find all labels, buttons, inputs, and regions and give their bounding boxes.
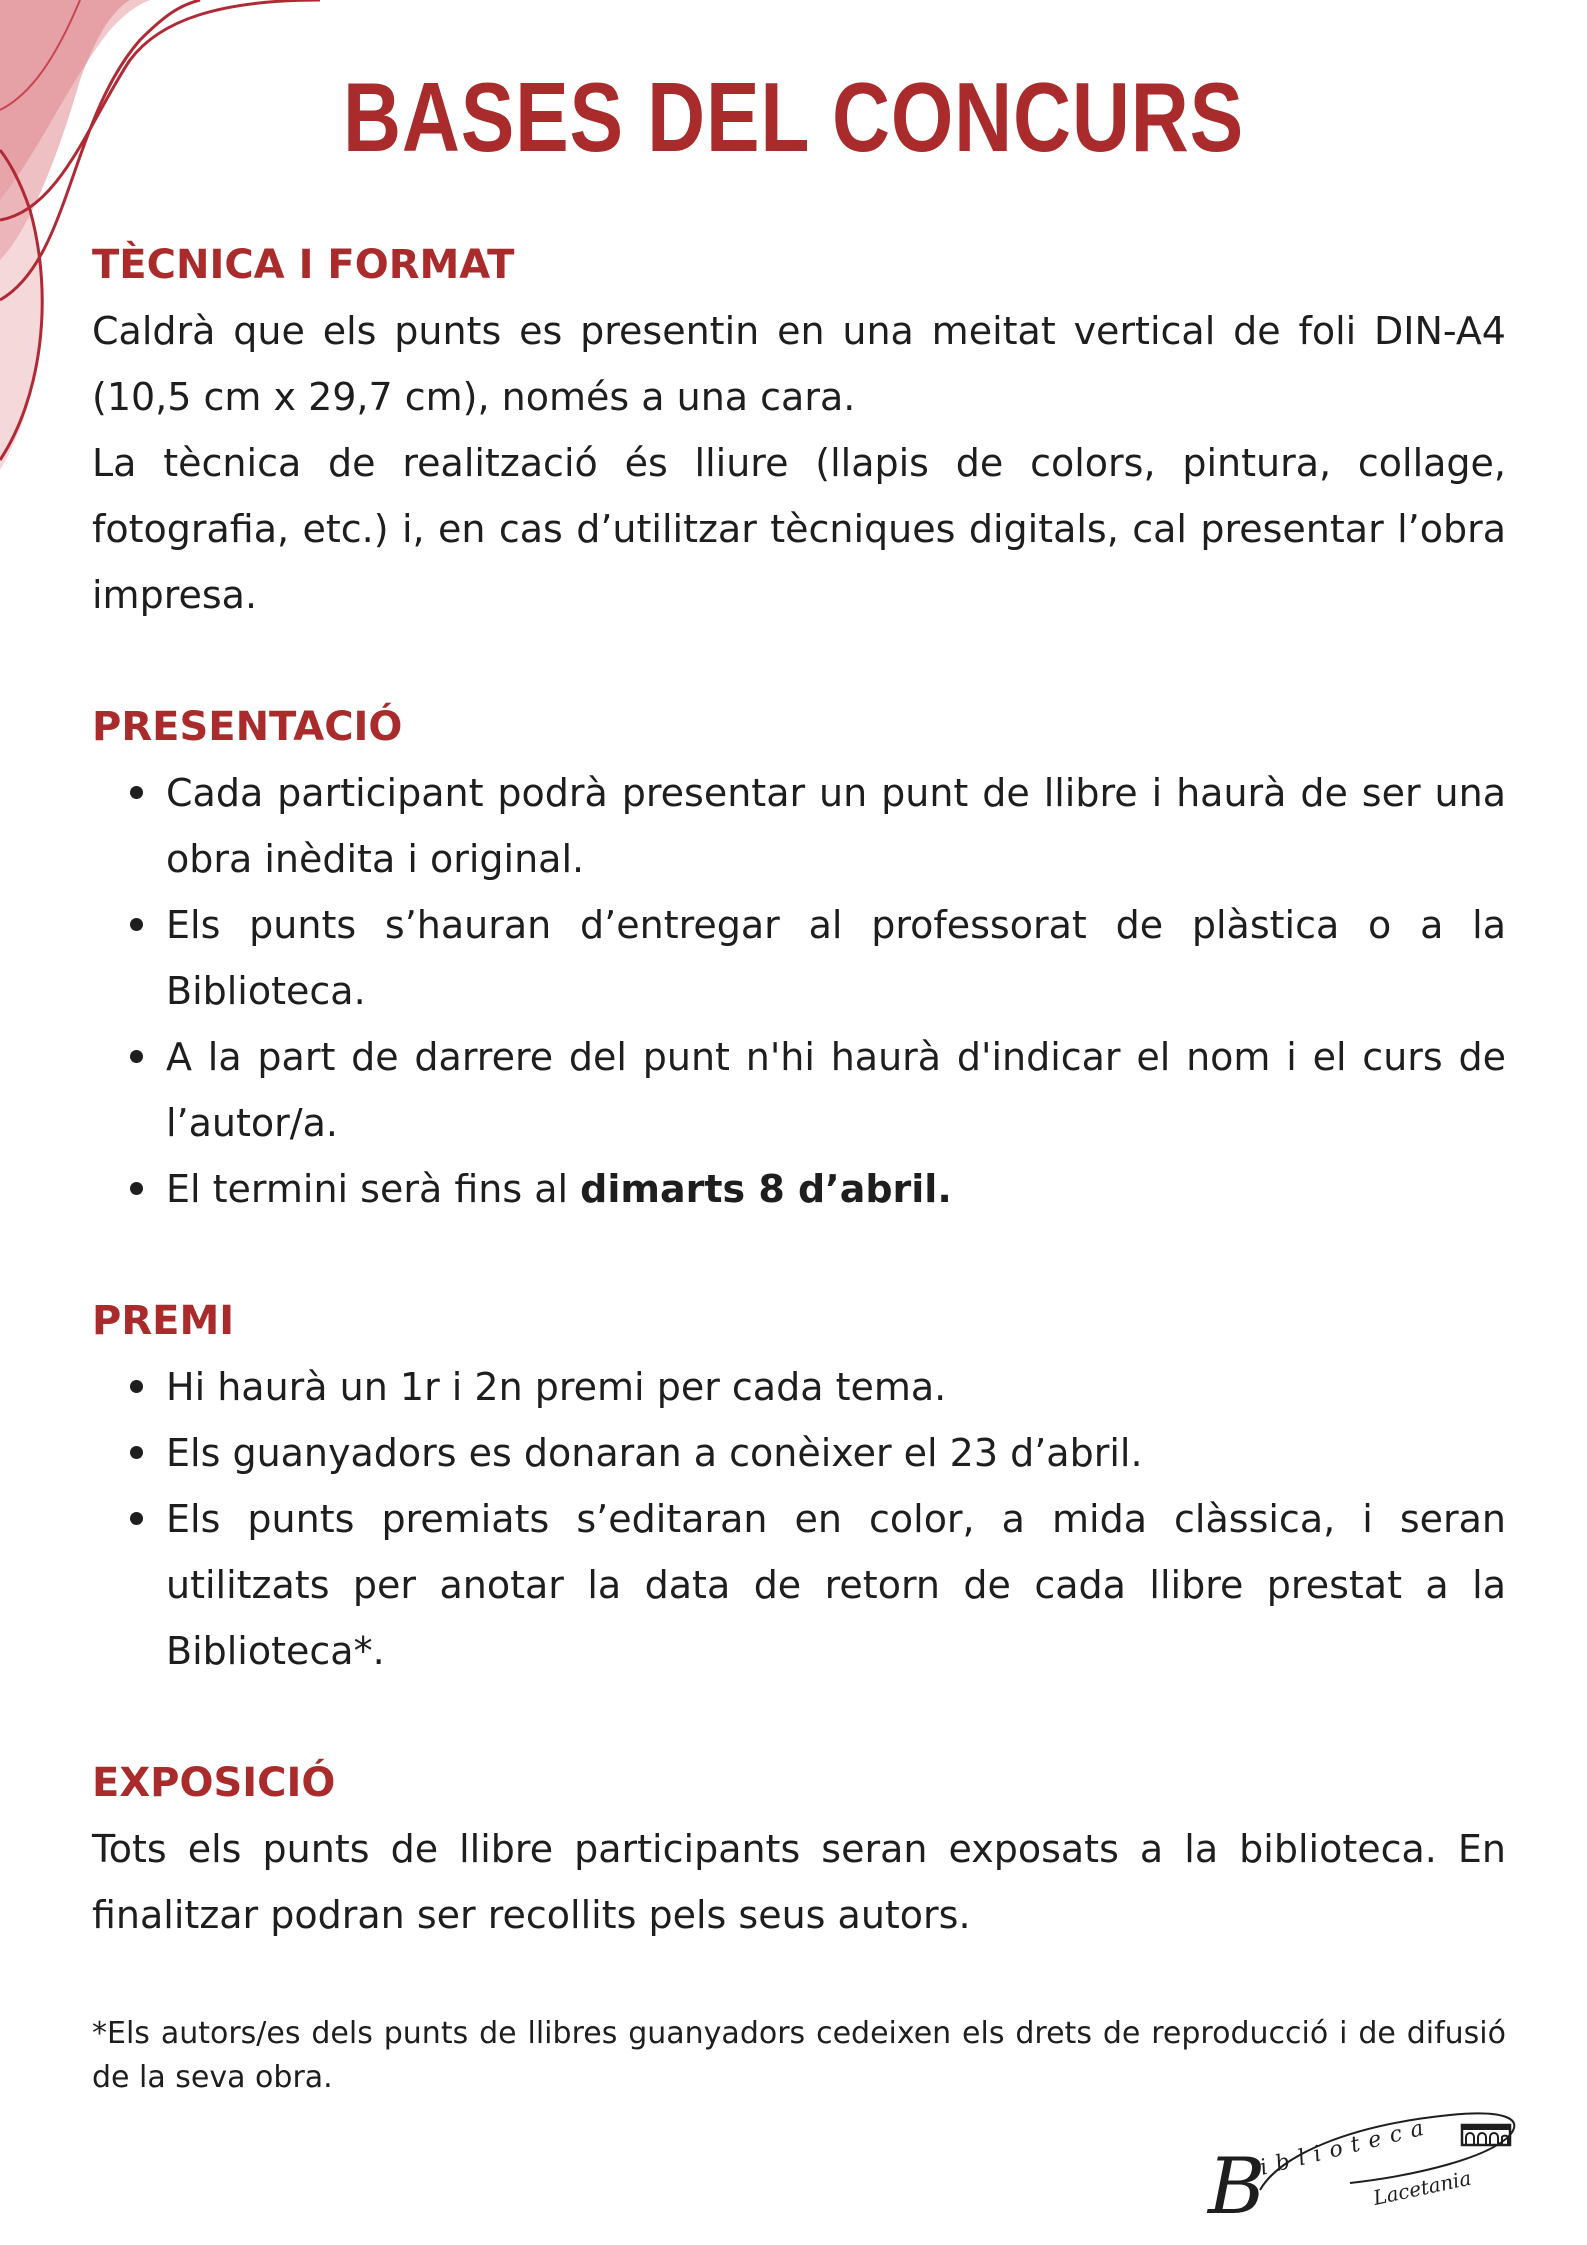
section-heading: TÈCNICA I FORMAT	[92, 242, 515, 288]
list-item: Els guanyadors es donaran a conèixer el 23 d’abril.	[92, 1420, 1506, 1486]
list-item: Hi haurà un 1r i 2n premi per cada tema.	[92, 1354, 1506, 1420]
list-item: Cada participant podrà presentar un punt de llibre i haurà de ser una obra inèdita i original.	[92, 760, 1506, 892]
paragraph: La tècnica de realització és lliure (llapis de colors, pintura, collage, fotografia, etc.) i, en cas d’utilitzar tècniques digitals, cal presentar l’obra impresa.	[92, 441, 1506, 617]
biblioteca-logo	[1200, 2095, 1530, 2220]
list-item: A la part de darrere del punt n'hi haurà d'indicar el nom i el curs de l’autor/a.	[92, 1024, 1506, 1156]
paragraph: Tots els punts de llibre participants seran exposats a la biblioteca. En finalitzar podran ser recollits pels seus autors.	[92, 1827, 1506, 1937]
logo-sub-text: Lacetania	[1371, 2165, 1474, 2210]
footnote: *Els autors/es dels punts de llibres guanyadors cedeixen els drets de reproducció i de difusió de la seva obra.	[92, 2016, 1506, 2095]
rules-content	[92, 232, 1506, 2130]
section-premi	[92, 1288, 1506, 1684]
deadline-date: dimarts 8 d’abril.	[580, 1167, 952, 1211]
list-item-deadline	[92, 1156, 1506, 1222]
section-presentacio	[92, 694, 1506, 1222]
section-heading: PREMI	[92, 1298, 235, 1344]
bullet-list	[92, 760, 1506, 1222]
section-heading: EXPOSICIÓ	[92, 1760, 336, 1806]
aqueduct-icon	[1462, 2125, 1510, 2145]
bullet-list	[92, 1354, 1506, 1684]
section-tecnica	[92, 232, 1506, 628]
list-item: Els punts s’hauran d’entregar al professorat de plàstica o a la Biblioteca.	[92, 892, 1506, 1024]
section-exposicio	[92, 1750, 1506, 1948]
logo-initial: B	[1208, 2142, 1266, 2220]
list-item: Els punts premiats s’editaran en color, a mida clàssica, i seran utilitzats per anotar la data de retorn de cada llibre prestat a la Biblioteca*.	[92, 1486, 1506, 1684]
logo-arc-text: iblioteca	[1257, 2113, 1435, 2181]
page-title: BASES DEL CONCURS	[342, 62, 1245, 172]
section-heading: PRESENTACIÓ	[92, 704, 403, 750]
deadline-prefix: El termini serà fins al	[166, 1167, 581, 1211]
paragraph: Caldrà que els punts es presentin en una meitat vertical de foli DIN-A4 (10,5 cm x 29,7 cm), només a una cara.	[92, 309, 1506, 419]
